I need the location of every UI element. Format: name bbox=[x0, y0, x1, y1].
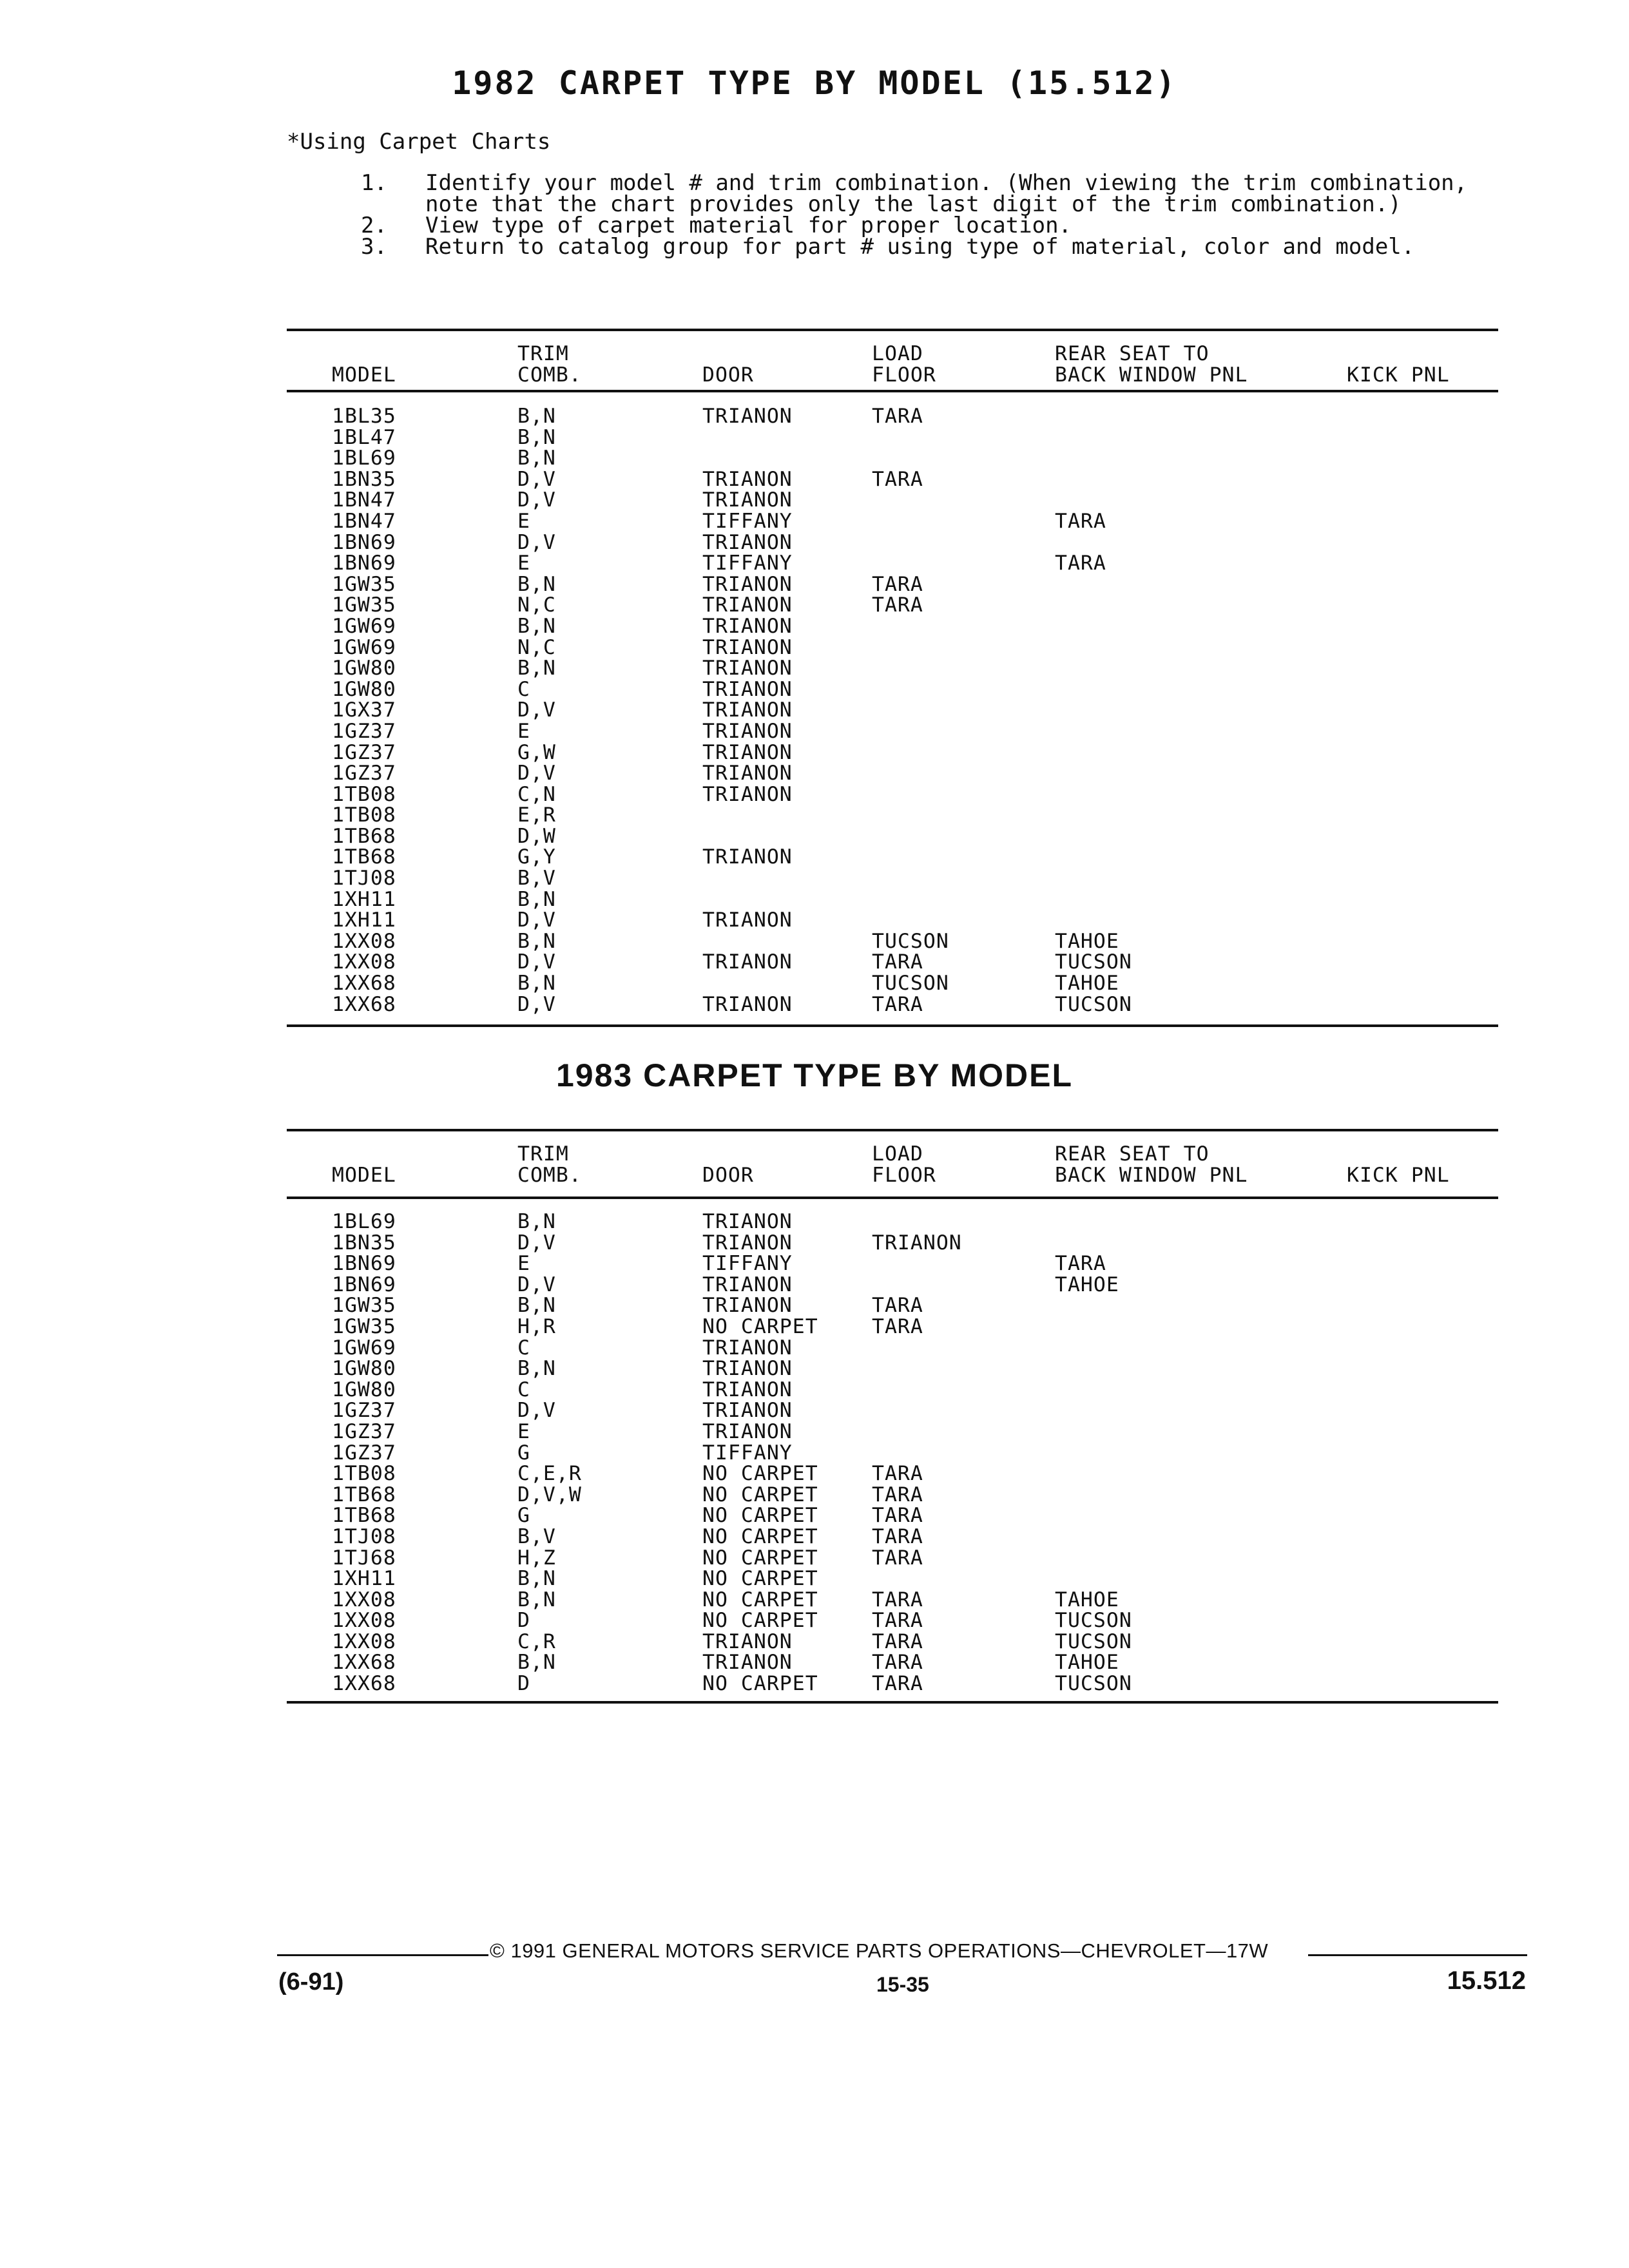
cell-load-floor: TARA bbox=[872, 1314, 923, 1338]
cell-trim-comb: E bbox=[517, 509, 530, 533]
cell-trim-comb: D,V bbox=[517, 1231, 556, 1254]
cell-trim-comb: G,Y bbox=[517, 845, 556, 869]
table-row bbox=[287, 553, 1498, 574]
table-row bbox=[287, 742, 1498, 764]
table-row bbox=[287, 1274, 1498, 1296]
table-row bbox=[287, 1568, 1498, 1590]
cell-door: TRIANON bbox=[702, 762, 793, 785]
table-top-rule bbox=[287, 1129, 1498, 1131]
table-row bbox=[287, 931, 1498, 952]
cell-model: 1GW69 bbox=[332, 1336, 396, 1360]
cell-door: NO CARPET bbox=[702, 1504, 818, 1528]
table-bottom-rule bbox=[287, 1024, 1498, 1027]
table-row bbox=[287, 1526, 1498, 1548]
cell-trim-comb: N,C bbox=[517, 593, 556, 617]
table-row bbox=[287, 427, 1498, 448]
table-row bbox=[287, 847, 1498, 868]
cell-trim-comb: E bbox=[517, 1252, 530, 1276]
table-row bbox=[287, 994, 1498, 1015]
table-row bbox=[287, 826, 1498, 847]
table-row bbox=[287, 1295, 1498, 1316]
cell-door: TRIANON bbox=[702, 1399, 793, 1423]
instruction-item bbox=[361, 170, 1469, 217]
cell-trim-comb: B,V bbox=[517, 867, 556, 890]
cell-door: TRIANON bbox=[702, 488, 793, 512]
table-row bbox=[287, 952, 1498, 973]
header-rear-seat: REAR SEAT TO BACK WINDOW PNL bbox=[1055, 342, 1248, 387]
cell-model: 1TB08 bbox=[332, 1462, 396, 1486]
table-header bbox=[287, 332, 1498, 390]
cell-door: TRIANON bbox=[702, 572, 793, 596]
cell-door: TIFFANY bbox=[702, 1252, 793, 1276]
cell-model: 1XH11 bbox=[332, 908, 396, 932]
table-row bbox=[287, 406, 1498, 427]
cell-model: 1GZ37 bbox=[332, 719, 396, 743]
cell-trim-comb: B,N bbox=[517, 572, 556, 596]
table-row bbox=[287, 1548, 1498, 1569]
cell-model: 1BN35 bbox=[332, 1231, 396, 1254]
table-rows bbox=[287, 1211, 1498, 1695]
cell-load-floor: TARA bbox=[872, 1672, 923, 1696]
cell-door: TIFFANY bbox=[702, 1441, 793, 1465]
instruction-list bbox=[361, 170, 1469, 260]
table-body-1983 bbox=[287, 1211, 1498, 1695]
cell-rear-seat: TARA bbox=[1055, 552, 1106, 575]
cell-door: TRIANON bbox=[702, 1210, 793, 1233]
table-row bbox=[287, 1421, 1498, 1443]
cell-model: 1TB08 bbox=[332, 782, 396, 806]
cell-trim-comb: B,N bbox=[517, 972, 556, 995]
table-row bbox=[287, 763, 1498, 784]
cell-load-floor: TARA bbox=[872, 1651, 923, 1675]
table-row bbox=[287, 1253, 1498, 1274]
cell-trim-comb: H,R bbox=[517, 1314, 556, 1338]
cell-door: TRIANON bbox=[702, 1419, 793, 1443]
table-row bbox=[287, 868, 1498, 889]
cell-door: TRIANON bbox=[702, 908, 793, 932]
header-load-floor: LOAD FLOOR bbox=[872, 342, 936, 387]
header-trim: TRIM COMB. bbox=[517, 342, 582, 387]
cell-door: TRIANON bbox=[702, 657, 793, 680]
cell-load-floor: TARA bbox=[872, 1546, 923, 1570]
cell-trim-comb: E,R bbox=[517, 803, 556, 827]
cell-rear-seat: TUCSON bbox=[1055, 1629, 1132, 1653]
table-row bbox=[287, 469, 1498, 490]
cell-trim-comb: B,N bbox=[517, 1210, 556, 1233]
cell-door: TRIANON bbox=[702, 1378, 793, 1401]
table-row bbox=[287, 805, 1498, 826]
cell-model: 1BN35 bbox=[332, 467, 396, 491]
cell-rear-seat: TUCSON bbox=[1055, 1609, 1132, 1633]
cell-door: TRIANON bbox=[702, 1294, 793, 1318]
cell-door: TRIANON bbox=[702, 698, 793, 722]
cell-model: 1BL69 bbox=[332, 1210, 396, 1233]
cell-model: 1GW80 bbox=[332, 1378, 396, 1401]
table-row bbox=[287, 889, 1498, 910]
cell-rear-seat: TAHOE bbox=[1055, 1651, 1119, 1675]
cell-trim-comb: B,N bbox=[517, 1588, 556, 1611]
cell-trim-comb: B,N bbox=[517, 887, 556, 911]
cell-load-floor: TARA bbox=[872, 593, 923, 617]
cell-door: TRIANON bbox=[702, 677, 793, 701]
cell-trim-comb: D,V bbox=[517, 698, 556, 722]
cell-model: 1GZ37 bbox=[332, 740, 396, 764]
header-rule bbox=[287, 390, 1498, 392]
cell-trim-comb: C,R bbox=[517, 1629, 556, 1653]
footer-section-number: 15.512 bbox=[1447, 1966, 1526, 1995]
table-row bbox=[287, 1379, 1498, 1401]
instruction-number: 1. bbox=[361, 170, 387, 196]
cell-load-floor: TARA bbox=[872, 467, 923, 491]
cell-trim-comb: E bbox=[517, 1419, 530, 1443]
footer-rule-right bbox=[1308, 1954, 1527, 1956]
cell-load-floor: TARA bbox=[872, 1483, 923, 1506]
cell-trim-comb: E bbox=[517, 552, 530, 575]
table-row bbox=[287, 1463, 1498, 1485]
cell-trim-comb: D,V bbox=[517, 467, 556, 491]
cell-model: 1XX68 bbox=[332, 1651, 396, 1675]
table-row bbox=[287, 1485, 1498, 1506]
table-row bbox=[287, 1233, 1498, 1254]
footer-copyright: © 1991 GENERAL MOTORS SERVICE PARTS OPERATIONS—CHEVROLET—17W bbox=[490, 1939, 1269, 1962]
header-trim: TRIM COMB. bbox=[517, 1142, 582, 1187]
table-row bbox=[287, 1505, 1498, 1526]
cell-model: 1XX08 bbox=[332, 1629, 396, 1653]
cell-rear-seat: TAHOE bbox=[1055, 1273, 1119, 1296]
cell-door: TRIANON bbox=[702, 740, 793, 764]
cell-load-floor: TARA bbox=[872, 1609, 923, 1633]
cell-rear-seat: TUCSON bbox=[1055, 1672, 1132, 1696]
cell-trim-comb: N,C bbox=[517, 635, 556, 659]
header-rule bbox=[287, 1196, 1498, 1199]
cell-load-floor: TUCSON bbox=[872, 972, 949, 995]
cell-model: 1TJ08 bbox=[332, 1524, 396, 1548]
table-row bbox=[287, 1443, 1498, 1464]
table-row bbox=[287, 1590, 1498, 1611]
cell-model: 1BN69 bbox=[332, 1273, 396, 1296]
cell-model: 1GZ37 bbox=[332, 1419, 396, 1443]
cell-model: 1BN69 bbox=[332, 1252, 396, 1276]
cell-model: 1TJ08 bbox=[332, 867, 396, 890]
table-row bbox=[287, 1400, 1498, 1421]
footer-rule-left bbox=[277, 1954, 488, 1956]
cell-model: 1TB68 bbox=[332, 845, 396, 869]
carpet-table-1983 bbox=[287, 1132, 1498, 1190]
cell-trim-comb: G bbox=[517, 1504, 530, 1528]
cell-trim-comb: B,N bbox=[517, 1357, 556, 1381]
table-rows bbox=[287, 406, 1498, 1015]
cell-trim-comb: D bbox=[517, 1609, 530, 1633]
cell-load-floor: TARA bbox=[872, 572, 923, 596]
cell-model: 1GW69 bbox=[332, 614, 396, 638]
intro-text: *Using Carpet Charts bbox=[287, 129, 551, 155]
cell-model: 1GW80 bbox=[332, 677, 396, 701]
table-row bbox=[287, 595, 1498, 616]
cell-trim-comb: H,Z bbox=[517, 1546, 556, 1570]
footer-date-code: (6-91) bbox=[278, 1968, 344, 1995]
table-row bbox=[287, 1211, 1498, 1233]
cell-load-floor: TUCSON bbox=[872, 929, 949, 953]
header-rear-seat: REAR SEAT TO BACK WINDOW PNL bbox=[1055, 1142, 1248, 1187]
cell-trim-comb: D,V bbox=[517, 530, 556, 554]
instruction-text: Identify your model # and trim combination. (When viewing the trim combination, note that the chart provides only the last digit of the trim combination.) bbox=[425, 170, 1468, 217]
table-row bbox=[287, 511, 1498, 532]
table-bottom-rule bbox=[287, 1701, 1498, 1704]
cell-trim-comb: C bbox=[517, 1378, 530, 1401]
cell-rear-seat: TAHOE bbox=[1055, 1588, 1119, 1611]
cell-door: TRIANON bbox=[702, 719, 793, 743]
table-row bbox=[287, 784, 1498, 805]
cell-trim-comb: D,V bbox=[517, 1399, 556, 1423]
cell-model: 1BN69 bbox=[332, 552, 396, 575]
cell-trim-comb: B,N bbox=[517, 614, 556, 638]
cell-model: 1TB68 bbox=[332, 824, 396, 848]
cell-trim-comb: G,W bbox=[517, 740, 556, 764]
cell-rear-seat: TARA bbox=[1055, 509, 1106, 533]
header-model: MODEL bbox=[332, 1164, 396, 1187]
cell-trim-comb: D bbox=[517, 1672, 530, 1696]
page-title-1982: 1982 CARPET TYPE BY MODEL (15.512) bbox=[452, 64, 1177, 102]
table-row bbox=[287, 679, 1498, 700]
cell-trim-comb: B,N bbox=[517, 405, 556, 428]
cell-model: 1GZ37 bbox=[332, 1399, 396, 1423]
cell-door: TRIANON bbox=[702, 845, 793, 869]
cell-model: 1GW69 bbox=[332, 635, 396, 659]
cell-door: NO CARPET bbox=[702, 1588, 818, 1611]
cell-trim-comb: D,V bbox=[517, 992, 556, 1016]
cell-model: 1BL69 bbox=[332, 447, 396, 470]
cell-load-floor: TRIANON bbox=[872, 1231, 962, 1254]
cell-rear-seat: TUCSON bbox=[1055, 992, 1132, 1016]
table-row bbox=[287, 532, 1498, 553]
cell-model: 1BL35 bbox=[332, 405, 396, 428]
cell-trim-comb: C bbox=[517, 677, 530, 701]
instruction-number: 2. bbox=[361, 213, 387, 238]
cell-model: 1XX08 bbox=[332, 950, 396, 974]
cell-door: TRIANON bbox=[702, 992, 793, 1016]
cell-door: TRIANON bbox=[702, 1357, 793, 1381]
cell-model: 1GW80 bbox=[332, 1357, 396, 1381]
header-door: DOOR bbox=[702, 1164, 754, 1187]
table-row bbox=[287, 973, 1498, 994]
cell-door: NO CARPET bbox=[702, 1483, 818, 1506]
cell-trim-comb: E bbox=[517, 719, 530, 743]
cell-door: TRIANON bbox=[702, 614, 793, 638]
cell-load-floor: TARA bbox=[872, 405, 923, 428]
cell-model: 1GW80 bbox=[332, 657, 396, 680]
header-door: DOOR bbox=[702, 363, 754, 387]
cell-load-floor: TARA bbox=[872, 1524, 923, 1548]
cell-model: 1TJ68 bbox=[332, 1546, 396, 1570]
cell-trim-comb: B,N bbox=[517, 447, 556, 470]
cell-trim-comb: B,N bbox=[517, 1567, 556, 1591]
table-row bbox=[287, 448, 1498, 469]
cell-model: 1GZ37 bbox=[332, 762, 396, 785]
header-kick-panel: KICK PNL bbox=[1347, 1164, 1450, 1187]
cell-trim-comb: B,V bbox=[517, 1524, 556, 1548]
table-row bbox=[287, 700, 1498, 721]
cell-model: 1TB08 bbox=[332, 803, 396, 827]
table-row bbox=[287, 1652, 1498, 1673]
cell-trim-comb: G bbox=[517, 1441, 530, 1465]
cell-door: TRIANON bbox=[702, 950, 793, 974]
cell-load-floor: TARA bbox=[872, 1294, 923, 1318]
table-row bbox=[287, 1631, 1498, 1653]
footer-page-number: 15-35 bbox=[876, 1973, 929, 1996]
instruction-item bbox=[361, 236, 1469, 258]
instruction-text: View type of carpet material for proper location. bbox=[425, 213, 1072, 238]
cell-model: 1BN69 bbox=[332, 530, 396, 554]
table-row bbox=[287, 658, 1498, 679]
cell-door: TRIANON bbox=[702, 530, 793, 554]
table-row bbox=[287, 1358, 1498, 1379]
cell-model: 1BN47 bbox=[332, 509, 396, 533]
cell-trim-comb: C,N bbox=[517, 782, 556, 806]
table-row bbox=[287, 490, 1498, 511]
cell-trim-comb: D,V bbox=[517, 1273, 556, 1296]
table-row bbox=[287, 637, 1498, 658]
cell-model: 1XX68 bbox=[332, 972, 396, 995]
cell-trim-comb: B,N bbox=[517, 1294, 556, 1318]
cell-model: 1TB68 bbox=[332, 1483, 396, 1506]
cell-load-floor: TARA bbox=[872, 992, 923, 1016]
cell-model: 1XX08 bbox=[332, 1588, 396, 1611]
cell-door: TRIANON bbox=[702, 635, 793, 659]
instruction-text: Return to catalog group for part # using type of material, color and model. bbox=[425, 234, 1415, 260]
table-row bbox=[287, 721, 1498, 742]
cell-door: TRIANON bbox=[702, 1231, 793, 1254]
table-body-1982 bbox=[287, 406, 1498, 1015]
cell-door: TRIANON bbox=[702, 782, 793, 806]
cell-trim-comb: B,N bbox=[517, 929, 556, 953]
cell-door: TRIANON bbox=[702, 593, 793, 617]
cell-door: NO CARPET bbox=[702, 1567, 818, 1591]
cell-door: TIFFANY bbox=[702, 509, 793, 533]
cell-trim-comb: C bbox=[517, 1336, 530, 1360]
cell-door: NO CARPET bbox=[702, 1462, 818, 1486]
cell-model: 1GW35 bbox=[332, 572, 396, 596]
cell-load-floor: TARA bbox=[872, 1504, 923, 1528]
cell-trim-comb: D,V,W bbox=[517, 1483, 582, 1506]
cell-door: NO CARPET bbox=[702, 1672, 818, 1696]
cell-door: NO CARPET bbox=[702, 1524, 818, 1548]
cell-door: TRIANON bbox=[702, 1651, 793, 1675]
table-row bbox=[287, 1316, 1498, 1338]
cell-model: 1XX68 bbox=[332, 992, 396, 1016]
cell-door: TRIANON bbox=[702, 1273, 793, 1296]
cell-model: 1GX37 bbox=[332, 698, 396, 722]
cell-door: TRIANON bbox=[702, 1336, 793, 1360]
cell-trim-comb: D,V bbox=[517, 762, 556, 785]
cell-door: NO CARPET bbox=[702, 1609, 818, 1633]
cell-model: 1GW35 bbox=[332, 1294, 396, 1318]
table-header bbox=[287, 1132, 1498, 1190]
cell-model: 1GW35 bbox=[332, 1314, 396, 1338]
cell-model: 1XX08 bbox=[332, 1609, 396, 1633]
cell-rear-seat: TAHOE bbox=[1055, 929, 1119, 953]
cell-trim-comb: C,E,R bbox=[517, 1462, 582, 1486]
cell-model: 1GZ37 bbox=[332, 1441, 396, 1465]
cell-door: NO CARPET bbox=[702, 1546, 818, 1570]
header-model: MODEL bbox=[332, 363, 396, 387]
cell-load-floor: TARA bbox=[872, 1629, 923, 1653]
table-row bbox=[287, 574, 1498, 595]
cell-trim-comb: D,V bbox=[517, 908, 556, 932]
cell-load-floor: TARA bbox=[872, 1462, 923, 1486]
header-load-floor: LOAD FLOOR bbox=[872, 1142, 936, 1187]
cell-trim-comb: B,N bbox=[517, 1651, 556, 1675]
table-row bbox=[287, 910, 1498, 931]
cell-rear-seat: TUCSON bbox=[1055, 950, 1132, 974]
cell-door: TRIANON bbox=[702, 467, 793, 491]
cell-model: 1GW35 bbox=[332, 593, 396, 617]
cell-model: 1XH11 bbox=[332, 887, 396, 911]
table-top-rule bbox=[287, 329, 1498, 331]
table-row bbox=[287, 1338, 1498, 1359]
cell-trim-comb: D,V bbox=[517, 950, 556, 974]
cell-rear-seat: TARA bbox=[1055, 1252, 1106, 1276]
cell-trim-comb: B,N bbox=[517, 425, 556, 449]
table-row bbox=[287, 1610, 1498, 1631]
cell-door: TRIANON bbox=[702, 405, 793, 428]
cell-rear-seat: TAHOE bbox=[1055, 972, 1119, 995]
table-row bbox=[287, 616, 1498, 637]
cell-door: TRIANON bbox=[702, 1629, 793, 1653]
cell-model: 1XX08 bbox=[332, 929, 396, 953]
instruction-number: 3. bbox=[361, 234, 387, 260]
carpet-table-1982 bbox=[287, 332, 1498, 390]
cell-model: 1XH11 bbox=[332, 1567, 396, 1591]
cell-model: 1BN47 bbox=[332, 488, 396, 512]
cell-load-floor: TARA bbox=[872, 1588, 923, 1611]
cell-model: 1XX68 bbox=[332, 1672, 396, 1696]
cell-trim-comb: D,V bbox=[517, 488, 556, 512]
cell-door: NO CARPET bbox=[702, 1314, 818, 1338]
cell-trim-comb: B,N bbox=[517, 657, 556, 680]
cell-model: 1BL47 bbox=[332, 425, 396, 449]
table-row bbox=[287, 1673, 1498, 1695]
page-title-1983: 1983 CARPET TYPE BY MODEL bbox=[555, 1057, 1074, 1093]
header-kick-panel: KICK PNL bbox=[1347, 363, 1450, 387]
cell-model: 1TB68 bbox=[332, 1504, 396, 1528]
cell-trim-comb: D,W bbox=[517, 824, 556, 848]
cell-load-floor: TARA bbox=[872, 950, 923, 974]
cell-door: TIFFANY bbox=[702, 552, 793, 575]
